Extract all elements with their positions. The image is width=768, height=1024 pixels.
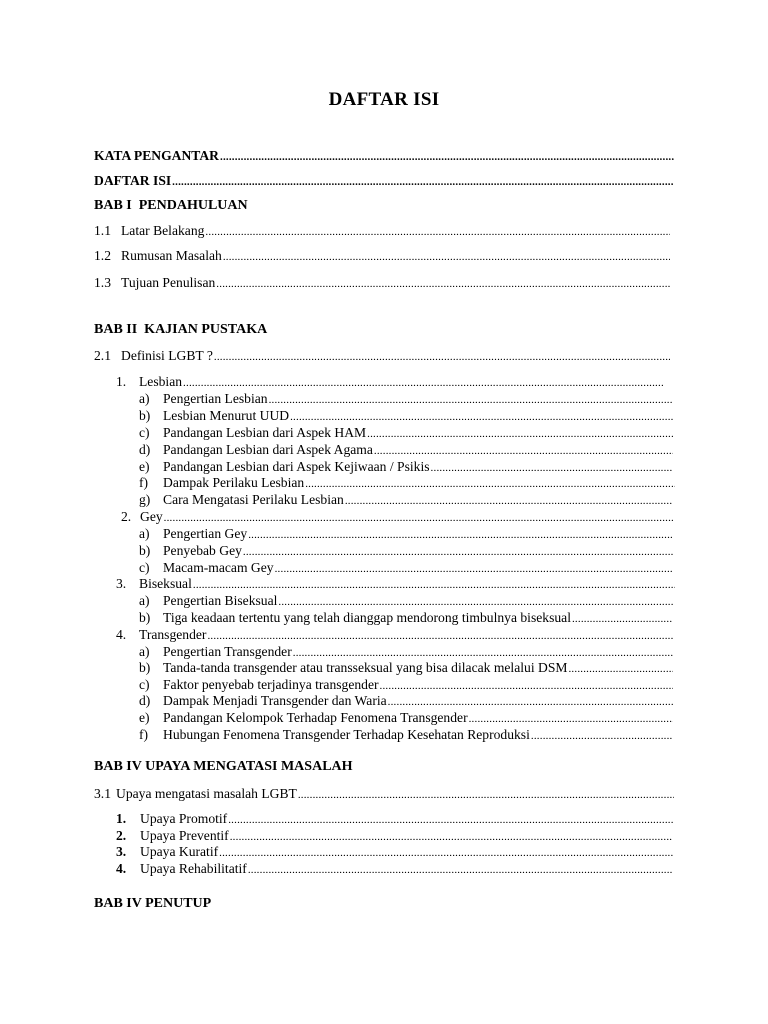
toc-entry-letter: f) xyxy=(139,727,149,742)
toc-entry-number: 2. xyxy=(116,828,127,843)
dot-leader xyxy=(278,593,673,610)
dot-leader xyxy=(219,844,673,861)
toc-group-biseksual[interactable] xyxy=(116,575,675,593)
toc-entry-label: Upaya Preventif xyxy=(140,828,229,843)
toc-entry-label: DAFTAR ISI xyxy=(94,173,172,188)
dot-leader xyxy=(183,374,664,391)
toc-entry-label: Pengertian Biseksual xyxy=(163,593,278,608)
toc-entry-letter: c) xyxy=(139,677,150,692)
toc-subentry[interactable] xyxy=(139,407,673,425)
dot-leader xyxy=(367,425,673,442)
toc-entry-1-3[interactable] xyxy=(94,274,670,292)
toc-entry-letter: b) xyxy=(139,660,151,675)
chapter-heading-penutup: BAB IV PENUTUP xyxy=(94,896,212,911)
toc-entry-1-2[interactable] xyxy=(94,247,670,265)
toc-subentry[interactable] xyxy=(139,542,673,560)
toc-entry-letter: e) xyxy=(139,459,150,474)
dot-leader xyxy=(374,442,673,459)
toc-entry-2-1[interactable] xyxy=(94,347,670,365)
toc-entry-daftar-isi[interactable] xyxy=(94,172,674,190)
toc-entry-letter: c) xyxy=(139,425,150,440)
toc-entry-label: Tanda-tanda transgender atau transseksual yang bisa dilacak melalui DSM xyxy=(163,660,568,675)
toc-entry-label: Biseksual xyxy=(139,576,192,591)
toc-entry-label: Rumusan Masalah xyxy=(121,248,222,263)
dot-leader xyxy=(572,610,673,627)
toc-entry-label: Definisi LGBT ? xyxy=(121,348,213,363)
toc-group-transgender[interactable] xyxy=(116,626,673,644)
toc-entry-number: 1.1 xyxy=(94,223,111,238)
toc-entry-label: Faktor penyebab terjadinya transgender xyxy=(163,677,379,692)
dot-leader xyxy=(193,576,675,593)
toc-subentry[interactable] xyxy=(139,441,673,459)
toc-entry-label: Dampak Perilaku Lesbian xyxy=(163,475,305,490)
dot-leader xyxy=(388,693,673,710)
toc-entry-number: 2.1 xyxy=(94,348,111,363)
toc-entry-number: 1. xyxy=(116,374,127,389)
toc-subentry[interactable] xyxy=(139,692,673,710)
dot-leader xyxy=(305,475,675,492)
dot-leader xyxy=(214,348,670,365)
toc-entry-label: Macam-macam Gey xyxy=(163,560,274,575)
toc-entry-1-1[interactable] xyxy=(94,222,670,240)
dot-leader xyxy=(469,710,673,727)
dot-leader xyxy=(298,786,674,803)
toc-subentry[interactable] xyxy=(116,810,673,828)
toc-subentry[interactable] xyxy=(139,390,673,408)
toc-entry-label: Pandangan Lesbian dari Aspek Agama xyxy=(163,442,373,457)
dot-leader xyxy=(243,543,673,560)
dot-leader xyxy=(290,408,673,425)
toc-entry-label: Dampak Menjadi Transgender dan Waria xyxy=(163,693,387,708)
dot-leader xyxy=(223,248,670,265)
toc-subentry[interactable] xyxy=(139,726,673,744)
dot-leader xyxy=(531,727,673,744)
toc-entry-number: 1. xyxy=(116,811,127,826)
toc-entry-label: Lesbian xyxy=(139,374,183,389)
toc-entry-letter: g) xyxy=(139,492,151,507)
toc-entry-letter: b) xyxy=(139,408,151,423)
dot-leader xyxy=(220,148,674,165)
toc-entry-label: Hubungan Fenomena Transgender Terhadap Kesehatan Reproduksi xyxy=(163,727,530,742)
toc-subentry[interactable] xyxy=(139,474,675,492)
toc-entry-letter: b) xyxy=(139,543,151,558)
toc-entry-letter: a) xyxy=(139,391,150,406)
toc-entry-letter: a) xyxy=(139,644,150,659)
toc-group-gey[interactable] xyxy=(121,508,673,526)
toc-subentry[interactable] xyxy=(116,860,673,878)
toc-subentry[interactable] xyxy=(139,659,673,677)
toc-entry-label: Transgender xyxy=(139,627,207,642)
toc-entry-letter: a) xyxy=(139,593,150,608)
page-title: DAFTAR ISI xyxy=(328,89,440,110)
dot-leader xyxy=(164,509,673,526)
toc-entry-kata-pengantar[interactable] xyxy=(94,147,674,165)
toc-entry-letter: b) xyxy=(139,610,151,625)
toc-entry-label: Upaya Rehabilitatif xyxy=(140,861,247,876)
toc-entry-number: 2. xyxy=(121,509,132,524)
toc-entry-number: 1.3 xyxy=(94,275,111,290)
toc-entry-label: Pengertian Gey xyxy=(163,526,248,541)
toc-entry-3-1[interactable] xyxy=(94,785,674,803)
toc-entry-label: Pengertian Transgender xyxy=(163,644,292,659)
toc-entry-letter: c) xyxy=(139,560,150,575)
dot-leader xyxy=(207,627,673,644)
toc-entry-label: Lesbian Menurut UUD xyxy=(163,408,290,423)
toc-subentry[interactable] xyxy=(139,525,673,543)
toc-entry-number: 4. xyxy=(116,627,127,642)
toc-entry-label: Upaya Promotif xyxy=(140,811,228,826)
dot-leader xyxy=(345,492,673,509)
toc-entry-letter: d) xyxy=(139,693,151,708)
toc-entry-number: 3. xyxy=(116,576,127,591)
chapter-heading-bab-2: BAB II KAJIAN PUSTAKA xyxy=(94,322,268,337)
toc-entry-label: Tujuan Penulisan xyxy=(121,275,216,290)
toc-entry-letter: f) xyxy=(139,475,149,490)
toc-entry-label: Upaya Kuratif xyxy=(140,844,219,859)
dot-leader xyxy=(248,526,673,543)
toc-entry-letter: a) xyxy=(139,526,150,541)
toc-entry-label: Latar Belakang xyxy=(121,223,205,238)
dot-leader xyxy=(248,861,673,878)
toc-subentry[interactable] xyxy=(139,424,673,442)
toc-entry-label: Upaya mengatasi masalah LGBT xyxy=(116,786,297,801)
toc-group-lesbian[interactable] xyxy=(116,373,664,391)
toc-entry-label: Cara Mengatasi Perilaku Lesbian xyxy=(163,492,344,507)
toc-entry-label: Tiga keadaan tertentu yang telah dianggap mendorong timbulnya biseksual xyxy=(163,610,571,625)
toc-subentry[interactable] xyxy=(139,491,673,509)
toc-entry-letter: d) xyxy=(139,442,151,457)
dot-leader xyxy=(568,660,673,677)
toc-entry-number: 3. xyxy=(116,844,127,859)
toc-entry-letter: e) xyxy=(139,710,150,725)
chapter-heading-bab-4-upaya: BAB IV UPAYA MENGATASI MASALAH xyxy=(94,759,353,774)
toc-entry-label: Pandangan Kelompok Terhadap Fenomena Transgender xyxy=(163,710,468,725)
toc-entry-label: Pandangan Lesbian dari Aspek HAM xyxy=(163,425,367,440)
toc-subentry[interactable] xyxy=(139,709,673,727)
dot-leader xyxy=(172,173,674,190)
chapter-heading-bab-1: BAB I PENDAHULUAN xyxy=(94,198,248,213)
dot-leader xyxy=(269,391,673,408)
toc-subentry[interactable] xyxy=(139,609,673,627)
toc-entry-label: Pandangan Lesbian dari Aspek Kejiwaan / Psikis xyxy=(163,459,430,474)
toc-entry-label: Penyebab Gey xyxy=(163,543,242,558)
dot-leader xyxy=(216,275,670,292)
toc-subentry[interactable] xyxy=(116,843,673,861)
toc-subentry[interactable] xyxy=(139,592,673,610)
toc-entry-label: Pengertian Lesbian xyxy=(163,391,268,406)
dot-leader xyxy=(205,223,670,240)
toc-entry-number: 4. xyxy=(116,861,127,876)
dot-leader xyxy=(228,811,673,828)
toc-entry-number: 3.1 xyxy=(94,786,111,801)
toc-entry-number: 1.2 xyxy=(94,248,111,263)
toc-entry-label: KATA PENGANTAR xyxy=(94,148,219,163)
toc-entry-label: Gey xyxy=(140,509,163,524)
